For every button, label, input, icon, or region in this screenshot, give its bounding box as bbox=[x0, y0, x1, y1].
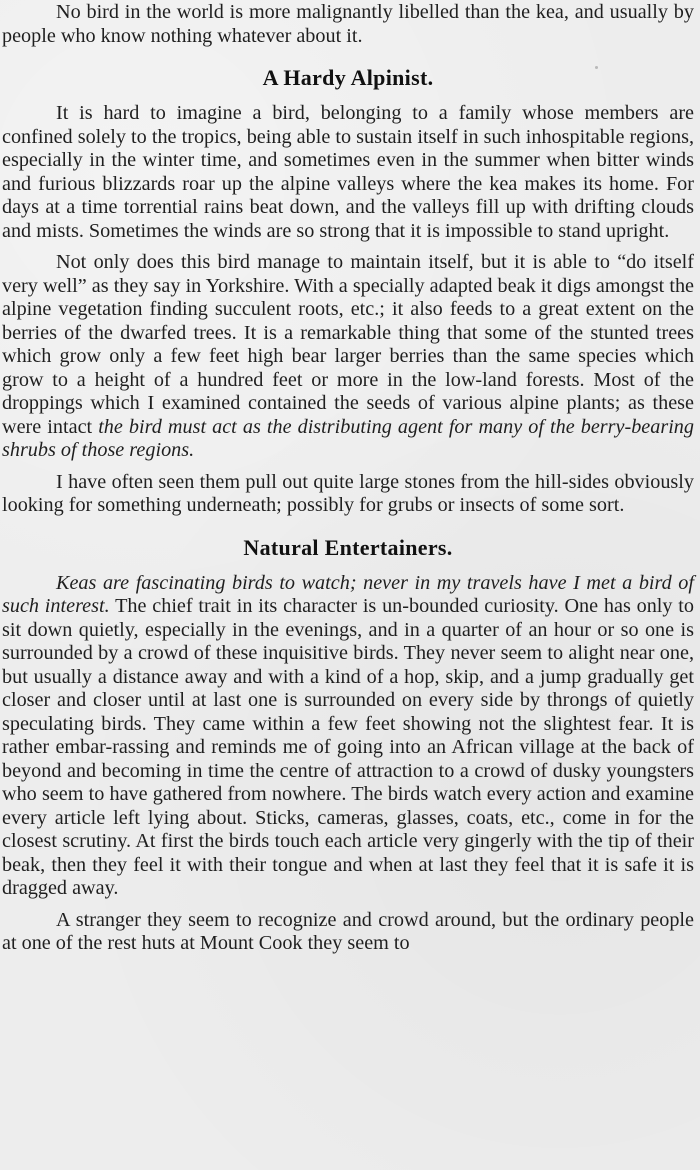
alpinist-paragraph-2 bbox=[2, 251, 694, 463]
alpinist-paragraph-1: It is hard to imagine a bird, belonging to a family whose members are confined solely to the tropics, being able to sustain itself in such inhospitable regions, especially in the winter time, and sometimes even in the summer when bitter winds and furious blizzards roar up the alpine valleys where the kea makes its home. For days at a time torrential rains beat down, and the valleys fill up with drifting clouds and mists. Sometimes the winds are so strong that it is impossible to stand upright. bbox=[2, 102, 694, 242]
entertainers-paragraph-2: A stranger they seem to recognize and crowd around, but the ordinary people at one of the rest huts at Mount Cook they seem to bbox=[2, 908, 694, 954]
entertainers-paragraph-1-italic: Keas are fascinating birds to watch; never in my travels have I met a bird of such interest. bbox=[2, 571, 694, 617]
entertainers-paragraph-1-text: The chief trait in its character is un-bounded curiosity. One has only to sit down quietly, especially in the evenings, and in a quarter of an hour or so one is surrounded by a crowd of these inquisitive birds. They never seem to alight near one, but usually a distance away and with a kind of a hop, skip, and a jump gradually get closer and closer until at last one is surrounded on every side by throngs of quietly speculating birds. They came within a few feet showing not the slightest fear. It is rather embar-rassing and reminds me of going into an African village at the back of beyond and becoming in time the centre of attraction to a crowd of dusky youngsters who seem to have gathered from nowhere. The birds watch every action and examine every article left lying about. Sticks, cameras, glasses, coats, etc., come in for the closest scrutiny. At first the birds touch each article very gingerly with the tip of their beak, then they feel it with their tongue and when at last they feel that it is safe it is dragged away. bbox=[2, 595, 695, 899]
section-heading-hardy-alpinist: A Hardy Alpinist. bbox=[262, 65, 434, 90]
entertainers-paragraph-1 bbox=[2, 572, 694, 901]
section-heading-natural-entertainers: Natural Entertainers. bbox=[243, 534, 453, 560]
alpinist-paragraph-2-italic: the bird must act as the distributing agent for many of the berry-bearing shrubs of those regions. bbox=[2, 415, 694, 461]
intro-paragraph: No bird in the world is more malignantly libelled than the kea, and usually by people who know nothing whatever about it. bbox=[2, 1, 694, 47]
alpinist-paragraph-3: I have often seen them pull out quite large stones from the hill-sides obviously looking for something underneath; possibly for grubs or insects of some sort. bbox=[2, 470, 694, 516]
paper-speck bbox=[595, 66, 598, 69]
alpinist-paragraph-2-text: Not only does this bird manage to maintain itself, but it is able to “do itself very well” as they say in Yorkshire. With a specially adapted beak it digs amongst the alpine vegetation finding succulent roots, etc.; it also feeds to a great extent on the berries of the dwarfed trees. It is a remarkable thing that some of the stunted trees which grow only a few feet high bear larger berries than the same species which grow to a height of a hundred feet or more in the low-land forests. Most of the droppings which I examined contained the seeds of various alpine plants; as these were intact bbox=[2, 251, 694, 438]
